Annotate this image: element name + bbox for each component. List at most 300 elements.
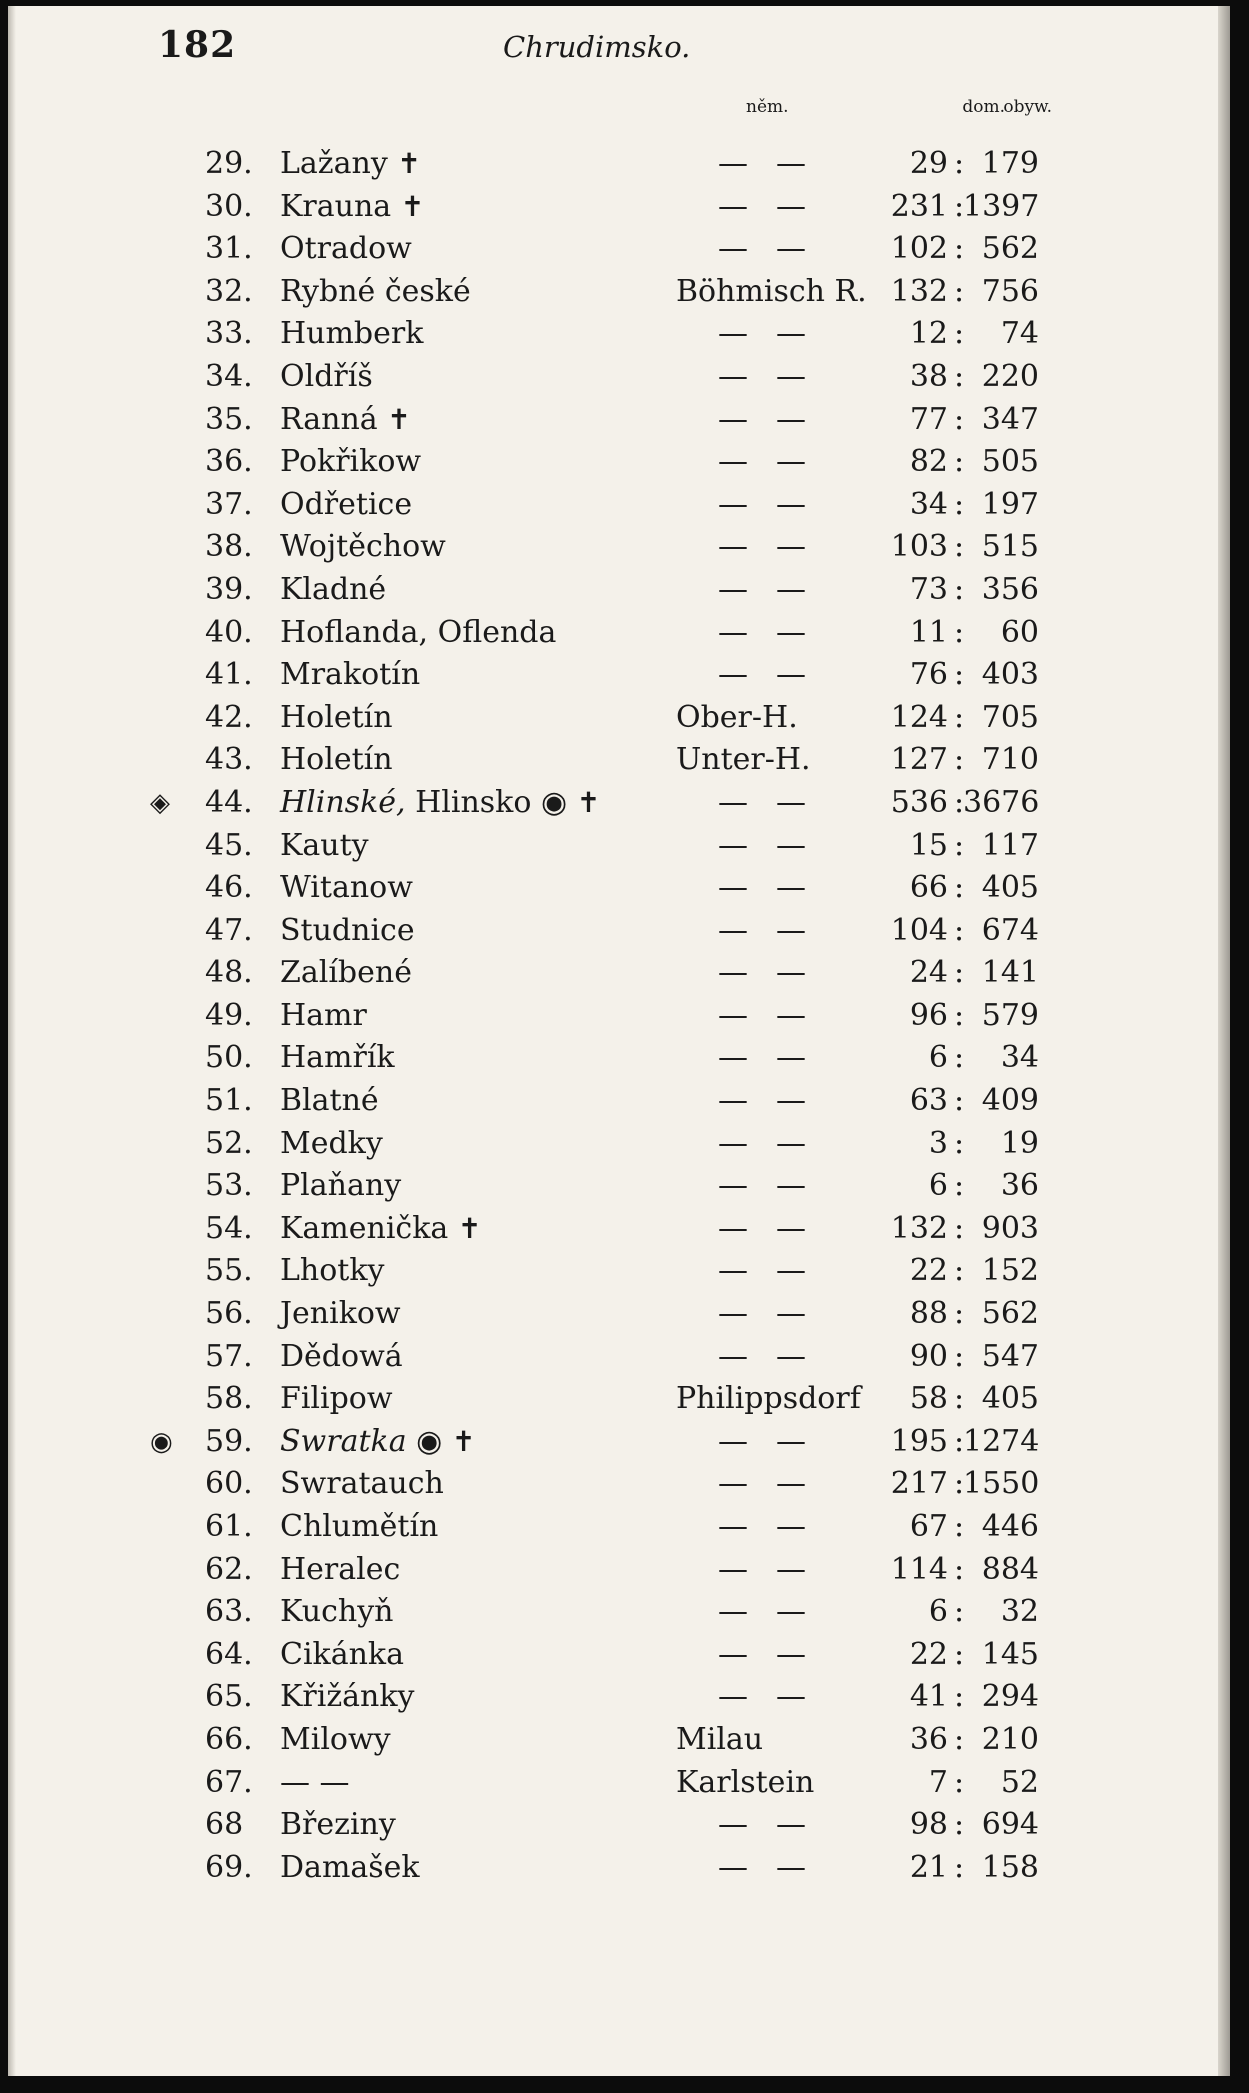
separator: : [953, 1764, 965, 1800]
separator: : [953, 486, 965, 522]
ditto-dashes: —— [718, 614, 834, 650]
house-count: 58 [909, 1381, 948, 1417]
table-row [8, 1421, 1208, 1464]
ditto-dashes: —— [718, 1083, 834, 1119]
row-number: 33. [205, 316, 253, 352]
church-cross-icon: ✝ [387, 402, 411, 436]
ditto-dashes: —— [718, 571, 834, 607]
row-number: 39. [205, 571, 253, 607]
separator: : [953, 1594, 965, 1630]
settlement-name-text: Kladné [280, 571, 387, 607]
settlement-name-text: Jenikow [280, 1296, 401, 1332]
row-number: 41. [205, 657, 253, 693]
row-number: 49. [205, 997, 253, 1033]
separator: : [953, 784, 965, 820]
settlement-name-text: Swratauch [280, 1466, 444, 1502]
separator: : [953, 1338, 965, 1374]
settlement-name-text: Medky [280, 1125, 383, 1161]
ditto-dashes: —— [718, 231, 834, 267]
separator: : [953, 1423, 965, 1459]
church-cross-icon: ✝ [451, 1424, 476, 1458]
settlement-name-text: Lhotky [280, 1253, 385, 1289]
ditto-dashes: —— [718, 997, 834, 1033]
page-right-edge [1218, 6, 1230, 2076]
ditto-dashes: —— [718, 444, 834, 480]
settlement-name [280, 526, 446, 569]
house-count: 76 [909, 657, 948, 693]
population-count: 141 [981, 955, 1039, 991]
separator: : [953, 1040, 965, 1076]
settlement-name-text: Kamenička [280, 1210, 449, 1246]
row-number: 58. [205, 1381, 253, 1417]
table-row [8, 739, 1208, 782]
table-row [8, 1762, 1208, 1805]
german-name: Ober-H. [676, 699, 798, 735]
house-count: 38 [909, 358, 948, 394]
settlement-name [280, 867, 413, 910]
row-number: 47. [205, 912, 253, 948]
ditto-dashes: —— [718, 358, 834, 394]
population-count: 74 [1000, 316, 1039, 352]
table-row [8, 569, 1208, 612]
settlement-name [280, 313, 423, 356]
house-count: 124 [890, 699, 948, 735]
row-number: 64. [205, 1636, 253, 1672]
house-count: 96 [909, 997, 948, 1033]
separator: : [953, 1849, 965, 1885]
table-row [8, 399, 1208, 442]
house-count: 6 [928, 1594, 948, 1630]
row-number: 67. [205, 1764, 253, 1800]
separator: : [953, 1210, 965, 1246]
population-count: 1274 [963, 1423, 1040, 1459]
ditto-dashes: —— [718, 1849, 834, 1885]
page-title: Chrudimsko. [503, 30, 691, 64]
row-number: 51. [205, 1083, 253, 1119]
house-count: 127 [890, 742, 948, 778]
settlement-name-text: Ranná [280, 401, 378, 437]
ditto-dashes: —— [718, 1679, 834, 1715]
house-count: 22 [909, 1636, 948, 1672]
table-row [8, 143, 1208, 186]
population-count: 409 [981, 1083, 1039, 1119]
table-row [8, 271, 1208, 314]
house-count: 63 [909, 1083, 948, 1119]
separator: : [953, 358, 965, 394]
row-number: 29. [205, 146, 253, 181]
population-count: 1397 [963, 188, 1040, 224]
settlement-name-text: Dědowá [280, 1338, 403, 1374]
settlement-name-text: Damašek [280, 1849, 420, 1885]
settlement-name [280, 1463, 444, 1506]
population-count: 405 [981, 870, 1039, 906]
separator: : [953, 955, 965, 991]
settlement-name-text: Krauna [280, 188, 392, 224]
table-row [8, 186, 1208, 229]
separator: : [953, 657, 965, 693]
settlement-list [8, 143, 1208, 1889]
separator: : [953, 742, 965, 778]
german-name: Karlstein [676, 1764, 815, 1800]
settlement-name [280, 1847, 420, 1890]
population-count: 547 [981, 1338, 1039, 1374]
row-number: 36. [205, 444, 253, 480]
separator: : [953, 699, 965, 735]
row-number: 43. [205, 742, 253, 778]
settlement-name-text: Rybné české [280, 273, 471, 309]
separator: : [953, 870, 965, 906]
row-number: 34. [205, 358, 253, 394]
population-count: 1550 [963, 1466, 1040, 1502]
settlement-name [280, 569, 386, 612]
table-row [8, 1634, 1208, 1677]
ditto-dashes: —— [718, 1168, 834, 1204]
settlement-name-text: Blatné [280, 1083, 379, 1119]
separator: : [953, 1083, 965, 1119]
row-number: 60. [205, 1466, 253, 1502]
separator: : [953, 997, 965, 1033]
population-count: 158 [981, 1849, 1039, 1885]
row-number: 54. [205, 1210, 253, 1246]
house-count: 217 [890, 1466, 948, 1502]
row-number: 46. [205, 870, 253, 906]
row-number: 55. [205, 1253, 253, 1289]
ditto-dashes: —— [718, 1594, 834, 1630]
settlement-name [280, 782, 600, 825]
house-count: 3 [928, 1125, 948, 1161]
settlement-name [280, 1591, 393, 1634]
settlement-name-text: Humberk [280, 316, 424, 352]
settlement-name [280, 1080, 379, 1123]
column-header-dom: dom. [962, 97, 1005, 117]
population-count: 356 [981, 571, 1039, 607]
row-number: 66. [205, 1721, 253, 1757]
separator: : [953, 1636, 965, 1672]
row-number: 44. [205, 784, 253, 820]
house-count: 36 [909, 1721, 948, 1757]
settlement-name [280, 1208, 481, 1251]
settlement-name [280, 1634, 404, 1677]
row-number: 57. [205, 1338, 253, 1374]
settlement-name-text: Heralec [280, 1551, 401, 1587]
settlement-name [280, 1293, 401, 1336]
ditto-dashes: —— [718, 827, 834, 863]
table-row [8, 654, 1208, 697]
separator: : [953, 444, 965, 480]
house-count: 73 [909, 571, 948, 607]
table-row [8, 1165, 1208, 1208]
ditto-dashes: —— [718, 870, 834, 906]
population-count: 694 [981, 1807, 1039, 1843]
separator: : [953, 188, 965, 224]
population-count: 405 [981, 1381, 1039, 1417]
ditto-dashes: —— [718, 1423, 834, 1459]
row-number: 37. [205, 486, 253, 522]
house-count: 6 [928, 1168, 948, 1204]
house-count: 102 [890, 231, 948, 267]
settlement-name-text: — — [280, 1764, 350, 1800]
separator: : [953, 529, 965, 565]
table-row [8, 1293, 1208, 1336]
separator: : [953, 1509, 965, 1544]
house-count: 114 [890, 1551, 948, 1587]
table-row [8, 356, 1208, 399]
population-count: 347 [981, 401, 1039, 437]
table-row [8, 1719, 1208, 1762]
settlement-name [280, 186, 424, 229]
house-count: 98 [909, 1807, 948, 1843]
population-count: 197 [981, 486, 1039, 522]
population-count: 60 [1000, 614, 1039, 650]
settlement-name [280, 1804, 396, 1847]
settlement-name [280, 1676, 415, 1719]
house-count: 67 [909, 1509, 948, 1544]
population-count: 505 [981, 444, 1039, 480]
house-count: 82 [909, 444, 948, 480]
row-number: 62. [205, 1551, 253, 1587]
ditto-dashes: —— [718, 1807, 834, 1843]
population-count: 34 [1000, 1040, 1039, 1076]
settlement-name [280, 1123, 383, 1166]
settlement-name-text: Otradow [280, 231, 412, 267]
row-number: 40. [205, 614, 253, 650]
settlement-name-text: Hamr [280, 997, 367, 1033]
row-number: 63. [205, 1594, 253, 1630]
separator: : [953, 1721, 965, 1757]
row-number: 68 [205, 1807, 244, 1843]
settlement-name-text: Zalíbené [280, 955, 412, 991]
church-cross-icon: ✝ [400, 189, 425, 223]
population-count: 903 [981, 1210, 1039, 1246]
row-number: 69. [205, 1849, 253, 1885]
separator: : [953, 571, 965, 607]
population-count: 446 [981, 1509, 1039, 1544]
house-count: 15 [909, 827, 948, 863]
settlement-name-text: Milowy [280, 1721, 391, 1757]
ditto-dashes: —— [718, 955, 834, 991]
separator: : [953, 401, 965, 437]
table-row [8, 313, 1208, 356]
table-row [8, 1208, 1208, 1251]
separator: : [953, 1466, 965, 1502]
settlement-name [280, 1165, 401, 1208]
ditto-dashes: —— [718, 316, 834, 352]
house-count: 103 [890, 529, 948, 565]
table-row [8, 1676, 1208, 1719]
market-symbol-icon: ◈ [150, 787, 170, 818]
settlement-name-italic: Swratka [280, 1423, 407, 1459]
ditto-dashes: —— [718, 1040, 834, 1076]
ditto-dashes: —— [718, 1296, 834, 1332]
row-number: 50. [205, 1040, 253, 1076]
house-count: 536 [890, 784, 948, 820]
ditto-dashes: —— [718, 1253, 834, 1289]
settlement-name [280, 1336, 403, 1379]
row-number: 59. [205, 1423, 253, 1459]
population-count: 579 [981, 997, 1039, 1033]
separator: : [953, 1679, 965, 1715]
ditto-dashes: —— [718, 1466, 834, 1502]
settlement-name [280, 1762, 350, 1805]
separator: : [953, 1551, 965, 1587]
house-count: 34 [909, 486, 948, 522]
settlement-name-text: Hlinsko [415, 784, 532, 820]
settlement-name-italic: Hlinské, [280, 784, 406, 820]
settlement-name-text: Holetín [280, 699, 393, 735]
settlement-name-text: Chlumětín [280, 1509, 439, 1544]
population-count: 220 [981, 358, 1039, 394]
settlement-name-text: Lažany [280, 146, 388, 181]
ditto-dashes: —— [718, 1210, 834, 1246]
settlement-name-text: Kauty [280, 827, 369, 863]
settlement-name [280, 484, 412, 527]
row-number: 52. [205, 1125, 253, 1161]
table-row [8, 1336, 1208, 1379]
population-count: 674 [981, 912, 1039, 948]
table-row [8, 825, 1208, 868]
table-row [8, 697, 1208, 740]
table-row [8, 228, 1208, 271]
settlement-name [280, 995, 367, 1038]
ditto-dashes: —— [718, 188, 834, 224]
parish-symbol-icon: ◉ [416, 1423, 443, 1459]
separator: : [953, 1807, 965, 1843]
table-row [8, 952, 1208, 995]
church-cross-icon: ✝ [576, 785, 601, 819]
settlement-name [280, 1719, 391, 1762]
separator: : [953, 912, 965, 948]
house-count: 77 [909, 401, 948, 437]
house-count: 7 [928, 1764, 948, 1800]
table-row [8, 782, 1208, 825]
row-number: 65. [205, 1679, 253, 1715]
house-count: 132 [890, 273, 948, 309]
house-count: 104 [890, 912, 948, 948]
population-count: 884 [981, 1551, 1039, 1587]
table-row [8, 1463, 1208, 1506]
ditto-dashes: —— [718, 1636, 834, 1672]
settlement-name [280, 228, 412, 271]
page-number: 182 [158, 24, 237, 66]
separator: : [953, 231, 965, 267]
house-count: 195 [890, 1423, 948, 1459]
population-count: 562 [981, 1296, 1039, 1332]
settlement-name-text: Křižánky [280, 1679, 415, 1715]
house-count: 66 [909, 870, 948, 906]
table-row [8, 1804, 1208, 1847]
population-count: 403 [981, 657, 1039, 693]
house-count: 22 [909, 1253, 948, 1289]
settlement-name [280, 952, 412, 995]
table-row [8, 910, 1208, 953]
settlement-name [280, 1378, 393, 1421]
ditto-dashes: —— [718, 1551, 834, 1587]
settlement-name-text: Cikánka [280, 1636, 404, 1672]
house-count: 29 [909, 146, 948, 181]
separator: : [953, 1168, 965, 1204]
house-count: 231 [890, 188, 948, 224]
ditto-dashes: —— [718, 401, 834, 437]
house-count: 132 [890, 1210, 948, 1246]
row-number: 48. [205, 955, 253, 991]
ditto-dashes: —— [718, 1509, 834, 1544]
settlement-name-text: Holetín [280, 742, 393, 778]
ditto-dashes: —— [718, 486, 834, 522]
settlement-name-text: Witanow [280, 870, 413, 906]
population-count: 756 [981, 273, 1039, 309]
row-number: 32. [205, 273, 253, 309]
settlement-name-text: Hamřík [280, 1040, 395, 1076]
settlement-name-text: Wojtěchow [280, 529, 446, 565]
settlement-name-text: Odřetice [280, 486, 413, 522]
separator: : [953, 1125, 965, 1161]
table-row [8, 1123, 1208, 1166]
settlement-name-text: Březiny [280, 1807, 396, 1843]
settlement-name [280, 697, 393, 740]
settlement-name-text: Oldříš [280, 358, 373, 394]
table-row [8, 526, 1208, 569]
table-row [8, 1847, 1208, 1890]
settlement-name [280, 356, 373, 399]
settlement-name [280, 654, 420, 697]
separator: : [953, 273, 965, 309]
ditto-dashes: —— [718, 1125, 834, 1161]
house-count: 41 [909, 1679, 948, 1715]
table-row [8, 484, 1208, 527]
row-number: 45. [205, 827, 253, 863]
german-name: Milau [676, 1721, 764, 1757]
row-number: 53. [205, 1168, 253, 1204]
church-cross-icon: ✝ [457, 1211, 482, 1245]
population-count: 562 [981, 231, 1039, 267]
table-row [8, 441, 1208, 484]
settlement-name [280, 612, 556, 655]
population-count: 145 [981, 1636, 1039, 1672]
ditto-dashes: —— [718, 784, 834, 820]
settlement-name [280, 1037, 395, 1080]
population-count: 705 [981, 699, 1039, 735]
settlement-name-text: Pokřikow [280, 444, 422, 480]
house-count: 90 [909, 1338, 948, 1374]
population-count: 152 [981, 1253, 1039, 1289]
population-count: 19 [1000, 1125, 1039, 1161]
ditto-dashes: —— [718, 146, 834, 181]
settlement-name [280, 1250, 385, 1293]
separator: : [953, 316, 965, 352]
population-count: 515 [981, 529, 1039, 565]
population-count: 3676 [963, 784, 1040, 820]
table-row [8, 867, 1208, 910]
settlement-name-text: Hoflanda, Oflenda [280, 614, 557, 650]
population-count: 710 [981, 742, 1039, 778]
house-count: 88 [909, 1296, 948, 1332]
row-number: 30. [205, 188, 253, 224]
table-row [8, 1506, 1208, 1549]
table-row [8, 612, 1208, 655]
ditto-dashes: —— [718, 912, 834, 948]
table-row [8, 1037, 1208, 1080]
row-number: 61. [205, 1509, 253, 1544]
population-count: 52 [1000, 1764, 1039, 1800]
population-count: 179 [981, 146, 1039, 181]
population-count: 210 [981, 1721, 1039, 1757]
row-number: 35. [205, 401, 253, 437]
table-row [8, 1591, 1208, 1634]
table-row [8, 995, 1208, 1038]
house-count: 12 [909, 316, 948, 352]
settlement-name [280, 1549, 400, 1592]
settlement-name [280, 825, 369, 868]
